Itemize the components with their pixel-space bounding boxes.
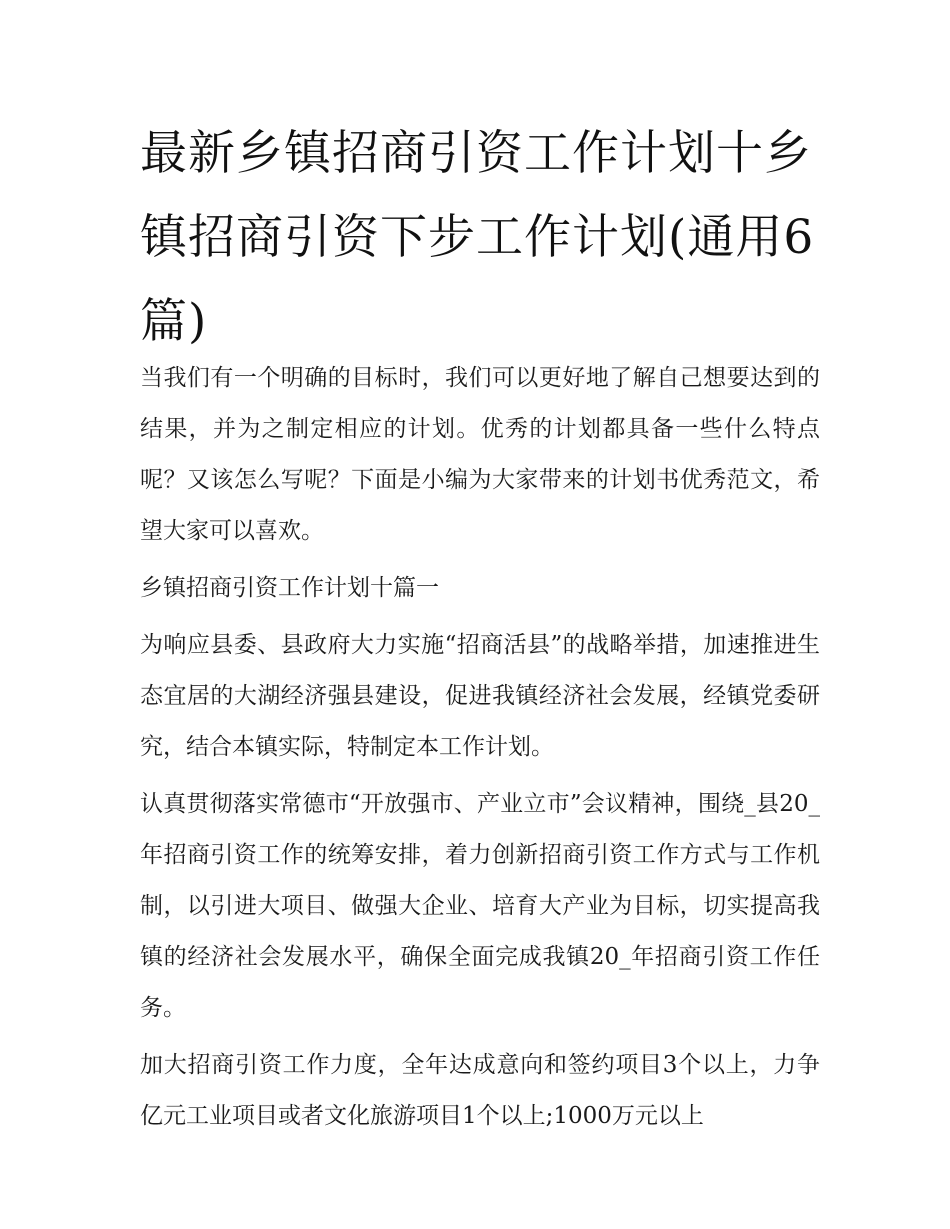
paragraph-intro: 当我们有一个明确的目标时，我们可以更好地了解自己想要达到的结果，并为之制定相应的计划。优秀的计划都具备一些什么特点呢？又该怎么写呢？下面是小编为大家带来的计划书优秀范文，希望大家可以喜欢。	[140, 365, 820, 544]
section-heading: 乡镇招商引资工作计划十篇一	[140, 575, 439, 601]
paragraph-guiding-idea: 认真贯彻落实常德市“开放强市、产业立市”会议精神，围绕_县20_年招商引资工作的统筹安排，着力创新招商引资工作方式与工作机制，以引进大项目、做强大企业、培育大产业为目标，切实提高我镇的经济社会发展水平，确保全面完成我镇20_年招商引资工作任务。	[140, 791, 820, 1021]
paragraph-goals: 加大招商引资工作力度，全年达成意向和签约项目3个以上，力争亿元工业项目或者文化旅游项目1个以上;1000万元以上	[140, 1052, 820, 1129]
document-title: 最新乡镇招商引资工作计划十乡镇招商引资下步工作计划(通用6篇)	[140, 126, 815, 349]
document-body	[140, 353, 820, 1142]
paragraph-purpose: 为响应县委、县政府大力实施“招商活县”的战略举措，加速推进生态宜居的大湖经济强县建设，促进我镇经济社会发展，经镇党委研究，结合本镇实际，特制定本工作计划。	[140, 632, 820, 760]
